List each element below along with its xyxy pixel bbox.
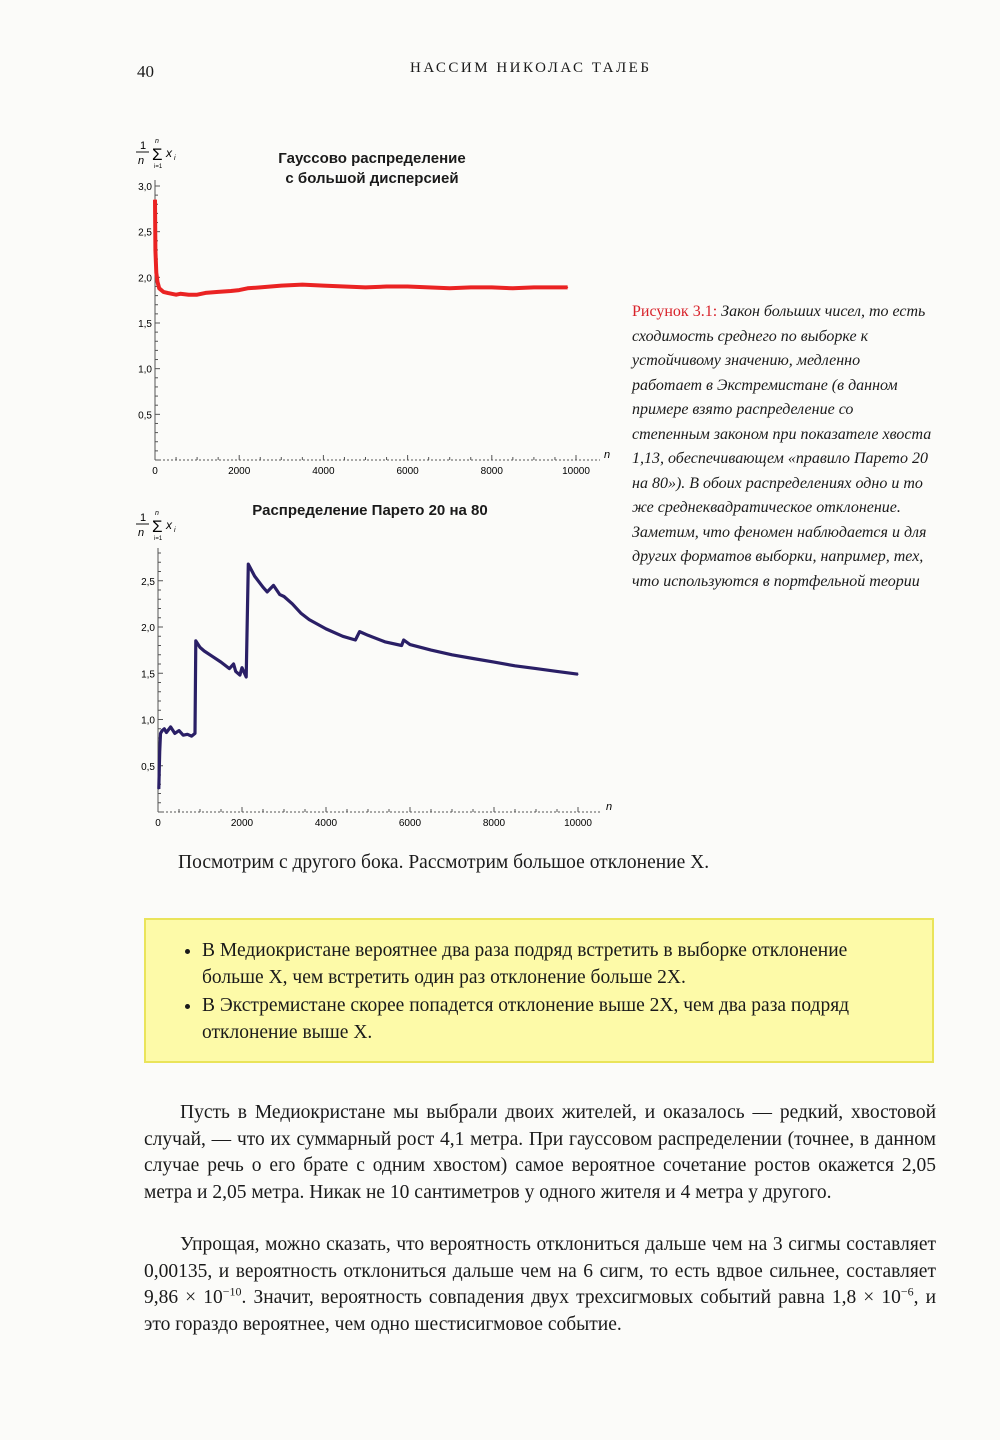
x-tick-label: 2000 bbox=[228, 466, 251, 477]
x-tick-label: 4000 bbox=[312, 466, 335, 477]
ylabel-sigma-upper: n bbox=[155, 138, 159, 145]
data-point bbox=[451, 654, 452, 655]
data-point bbox=[514, 665, 515, 666]
data-point bbox=[248, 564, 249, 565]
data-point bbox=[283, 596, 284, 597]
data-point bbox=[183, 735, 184, 736]
x-axis-label: n bbox=[606, 801, 613, 813]
data-point bbox=[401, 645, 402, 646]
ylabel-sigma: Σ bbox=[152, 517, 163, 536]
figure-caption bbox=[632, 300, 932, 594]
note-list bbox=[146, 920, 932, 1046]
data-point bbox=[204, 650, 205, 651]
data-point bbox=[233, 663, 234, 664]
x-tick-label: 6000 bbox=[398, 818, 422, 829]
y-tick-label: 1,0 bbox=[141, 715, 155, 727]
data-point bbox=[409, 644, 410, 645]
data-point bbox=[292, 603, 293, 604]
data-point bbox=[309, 619, 310, 620]
note-item: • В Экстремистане скорее попадется отклонение выше 2X, чем два раза подряд отклонение выше X. bbox=[202, 993, 912, 1046]
ylabel-x: x bbox=[166, 518, 172, 532]
data-point bbox=[359, 631, 360, 632]
data-point bbox=[254, 576, 255, 577]
data-point bbox=[430, 650, 431, 651]
data-point bbox=[279, 594, 280, 595]
data-point bbox=[367, 635, 368, 636]
ylabel-x: x bbox=[166, 146, 172, 160]
data-point bbox=[239, 675, 240, 676]
ylabel-frac-den: n bbox=[138, 155, 145, 167]
data-series-line bbox=[159, 564, 578, 789]
caption-text: Закон больших чисел, то есть сходимость среднего по выборке к устойчивому значению, медленно работает в Экстремистане (в данном примере взято распределение со степенным законом при показателе хвоста 1,13, обеспечивающем «правило Парето 20 на 80»). В обоих распределениях одно и то же среднеквадратическое отклонение. Заметим, что феномен наблюдается и для других форматов выборки, например, тех, что используются в портфельной теории bbox=[632, 303, 932, 590]
data-point bbox=[174, 733, 175, 734]
data-point bbox=[194, 733, 195, 734]
y-tick-label: 2,0 bbox=[141, 623, 155, 634]
y-tick-label: 1,5 bbox=[138, 319, 152, 330]
data-point bbox=[267, 591, 268, 592]
ylabel-x-sub: i bbox=[174, 527, 176, 534]
ylabel-sigma: Σ bbox=[152, 145, 163, 164]
data-point bbox=[160, 733, 161, 734]
x-tick-label: 6000 bbox=[396, 466, 419, 477]
data-point bbox=[535, 668, 536, 669]
lead-sentence: Посмотрим с другого бока. Рассмотрим большое отклонение X. bbox=[178, 852, 710, 873]
data-point bbox=[212, 656, 213, 657]
data-point bbox=[191, 736, 192, 737]
data-point bbox=[493, 662, 494, 663]
data-point bbox=[403, 639, 404, 640]
x-tick-label: 0 bbox=[152, 466, 158, 477]
y-tick-label: 2,5 bbox=[138, 227, 152, 239]
note-item: • В Медиокристане вероятнее два раза подряд встретить в выборке отклонение больше X, чем встретить один раз отклонение больше 2X. bbox=[202, 938, 912, 991]
x-tick-label: 10000 bbox=[562, 466, 590, 477]
y-tick-label: 0,5 bbox=[141, 761, 155, 773]
running-head: НАССИМ НИКОЛАС ТАЛЕБ bbox=[410, 60, 652, 76]
chart-title-line: Гауссово распределение bbox=[278, 150, 466, 167]
y-tick-label: 2,0 bbox=[138, 273, 152, 285]
data-point bbox=[159, 751, 160, 752]
exponent-1: −10 bbox=[222, 1284, 242, 1299]
caption-label: Рисунок 3.1: bbox=[632, 303, 718, 320]
ylabel-sigma-lower: i=1 bbox=[154, 164, 163, 170]
data-point bbox=[235, 671, 236, 672]
data-point bbox=[229, 668, 230, 669]
ylabel-frac-num: 1 bbox=[140, 140, 147, 152]
page-number: 40 bbox=[137, 62, 154, 81]
y-tick-label: 0,5 bbox=[138, 410, 152, 422]
data-point bbox=[300, 613, 301, 614]
data-point bbox=[342, 636, 343, 637]
x-axis-label: n bbox=[604, 449, 611, 461]
data-point bbox=[170, 726, 171, 727]
exponent-2: −6 bbox=[900, 1284, 914, 1299]
x-tick-label: 8000 bbox=[480, 466, 503, 477]
x-tick-label: 10000 bbox=[564, 818, 592, 829]
ylabel-sigma-lower: i=1 bbox=[154, 536, 163, 542]
data-point bbox=[199, 647, 200, 648]
data-point bbox=[384, 641, 385, 642]
data-point bbox=[158, 788, 159, 789]
data-point bbox=[355, 639, 356, 640]
x-tick-label: 8000 bbox=[482, 818, 506, 829]
data-point bbox=[325, 628, 326, 629]
data-point bbox=[273, 585, 274, 586]
ylabel-sigma-upper: n bbox=[155, 510, 159, 517]
x-tick-label: 2000 bbox=[230, 818, 254, 829]
chart-title-line: Распределение Парето 20 на 80 bbox=[252, 502, 488, 519]
ylabel-frac-den: n bbox=[138, 527, 145, 539]
paragraph-2 bbox=[144, 1232, 936, 1338]
data-point bbox=[220, 662, 221, 663]
y-tick-label: 2,5 bbox=[141, 576, 155, 588]
data-point bbox=[556, 671, 557, 672]
data-point bbox=[472, 658, 473, 659]
data-point bbox=[178, 730, 179, 731]
ylabel-x-sub: i bbox=[174, 155, 176, 162]
data-point bbox=[262, 587, 263, 588]
y-tick-label: 1,5 bbox=[141, 669, 155, 681]
ylabel-frac-num: 1 bbox=[140, 512, 147, 524]
paragraph-2-part-b: . Значит, вероятность совпадения двух трехсигмовых событий равна 1,8 × 10 bbox=[241, 1287, 901, 1308]
data-point bbox=[187, 734, 188, 735]
data-point bbox=[577, 674, 578, 675]
data-point bbox=[164, 728, 165, 729]
x-tick-label: 0 bbox=[155, 818, 161, 829]
paragraph-1: Пусть в Медиокристане мы выбрали двоих жителей, и оказалось — редкий, хвостовой случай, — что их суммарный рост 4,1 метра. При гауссовом распределении (точнее, в данном случае речь о его брате с одним хвостом) самое вероятное сочетание ростов окажется 2,05 метра и 2,05 метра. Никак не 10 сантиметров у одного жителя и 4 метра у другого. bbox=[144, 1102, 936, 1203]
data-point bbox=[162, 730, 163, 731]
x-tick-label: 4000 bbox=[314, 818, 338, 829]
chart-title-line: с большой дисперсией bbox=[285, 170, 459, 187]
note-box bbox=[144, 918, 934, 1063]
y-tick-label: 3,0 bbox=[138, 182, 152, 193]
data-point bbox=[166, 732, 167, 733]
y-tick-label: 1,0 bbox=[138, 364, 152, 376]
paragraph-2-part-c: , и это гораздо вероятнее, чем одно шестисигмовое событие. bbox=[144, 1287, 937, 1335]
data-point bbox=[241, 667, 242, 668]
paragraph-2-part-a: Упрощая, можно сказать, что вероятность отклониться дальше чем на 3 сигмы составляет 0,00135, и вероятность отклониться дальше чем на 6 сигм, то есть вдвое сильнее, составляет 9,86 × 10 bbox=[144, 1234, 936, 1308]
data-point bbox=[246, 676, 247, 677]
data-point bbox=[195, 640, 196, 641]
